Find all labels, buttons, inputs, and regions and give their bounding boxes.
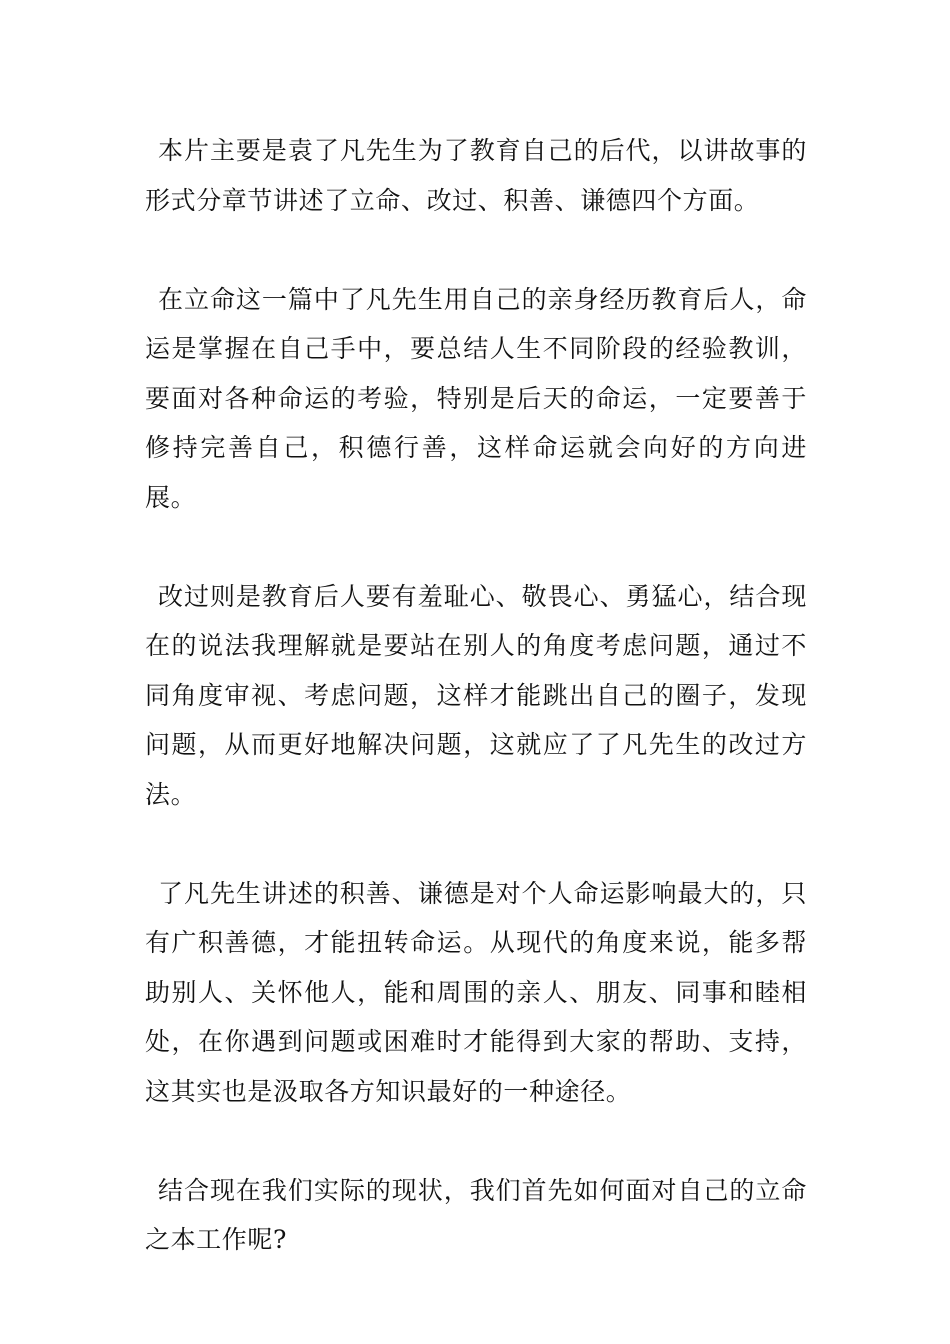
paragraph-intro: 本片主要是袁了凡先生为了教育自己的后代，以讲故事的形式分章节讲述了立命、改过、积善、谦德四个方面。: [145, 136, 807, 215]
paragraph-gaiguo: 改过则是教育后人要有羞耻心、敬畏心、勇猛心，结合现在的说法我理解就是要站在别人的角度考虑问题，通过不同角度审视、考虑问题，这样才能跳出自己的圈子，发现问题，从而更好地解决问题，这就应了了凡先生的改过方法。: [145, 581, 807, 809]
paragraph-jishan-qiande: 了凡先生讲述的积善、谦德是对个人命运影响最大的，只有广积善德，才能扭转命运。从现代的角度来说，能多帮助别人、关怀他人，能和周围的亲人、朋友、同事和睦相处，在你遇到问题或困难时才能得到大家的帮助、支持，这其实也是汲取各方知识最好的一种途径。: [145, 878, 807, 1106]
paragraph-liming: 在立命这一篇中了凡先生用自己的亲身经历教育后人，命运是掌握在自己手中，要总结人生不同阶段的经验教训，要面对各种命运的考验，特别是后天的命运，一定要善于修持完善自己，积德行善，这样命运就会向好的方向进展。: [145, 284, 807, 512]
document-body: [145, 126, 807, 1265]
paragraph-conclusion: 结合现在我们实际的现状，我们首先如何面对自己的立命之本工作呢?: [145, 1175, 807, 1254]
